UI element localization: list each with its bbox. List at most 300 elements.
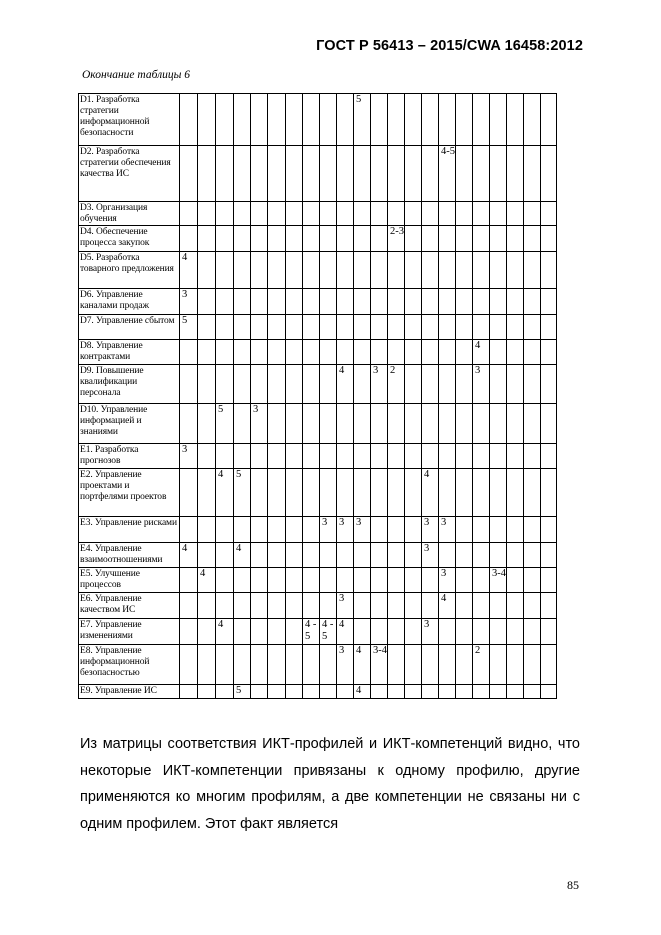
matrix-cell xyxy=(473,543,490,568)
matrix-cell xyxy=(198,685,216,699)
matrix-cell xyxy=(234,444,251,469)
matrix-cell xyxy=(198,404,216,444)
table-row xyxy=(79,365,557,404)
matrix-cell xyxy=(286,315,303,340)
matrix-cell: 3-4 xyxy=(371,645,388,685)
matrix-cell xyxy=(337,444,354,469)
matrix-cell xyxy=(354,289,371,315)
competence-label: D10. Управление информацией и знаниями xyxy=(79,404,180,444)
table-row xyxy=(79,568,557,593)
matrix-cell xyxy=(388,619,405,645)
matrix-cell xyxy=(405,568,422,593)
matrix-cell xyxy=(320,543,337,568)
matrix-cell xyxy=(405,315,422,340)
matrix-cell xyxy=(456,404,473,444)
matrix-cell xyxy=(490,404,507,444)
matrix-cell xyxy=(198,543,216,568)
matrix-cell xyxy=(234,365,251,404)
competence-label: D2. Разработка стратегии обеспечения качества ИС xyxy=(79,146,180,202)
matrix-cell xyxy=(198,340,216,365)
matrix-cell xyxy=(303,340,320,365)
matrix-cell xyxy=(320,568,337,593)
matrix-cell xyxy=(354,404,371,444)
matrix-cell xyxy=(422,315,439,340)
matrix-cell: 5 xyxy=(234,685,251,699)
matrix-cell xyxy=(198,469,216,517)
matrix-cell xyxy=(524,444,541,469)
table-row xyxy=(79,685,557,699)
matrix-cell xyxy=(198,146,216,202)
matrix-cell xyxy=(234,645,251,685)
matrix-cell xyxy=(473,202,490,226)
matrix-cell xyxy=(388,94,405,146)
matrix-cell xyxy=(251,365,268,404)
matrix-cell xyxy=(405,593,422,619)
matrix-cell xyxy=(286,94,303,146)
matrix-cell xyxy=(180,517,198,543)
matrix-cell xyxy=(354,365,371,404)
matrix-cell xyxy=(337,469,354,517)
matrix-cell xyxy=(303,404,320,444)
matrix-cell xyxy=(320,444,337,469)
matrix-cell xyxy=(216,340,234,365)
matrix-cell xyxy=(439,340,456,365)
matrix-cell xyxy=(541,645,557,685)
matrix-cell xyxy=(286,289,303,315)
matrix-cell xyxy=(422,94,439,146)
matrix-cell xyxy=(405,404,422,444)
matrix-cell xyxy=(405,469,422,517)
matrix-cell xyxy=(320,404,337,444)
matrix-cell xyxy=(320,146,337,202)
matrix-cell xyxy=(490,252,507,289)
matrix-cell xyxy=(456,146,473,202)
matrix-cell xyxy=(216,94,234,146)
matrix-cell xyxy=(320,340,337,365)
matrix-cell xyxy=(198,289,216,315)
competence-label: D6. Управление каналами продаж xyxy=(79,289,180,315)
matrix-cell xyxy=(541,568,557,593)
matrix-cell xyxy=(524,340,541,365)
matrix-cell xyxy=(320,94,337,146)
competence-label: D8. Управление контрактами xyxy=(79,340,180,365)
matrix-cell xyxy=(405,289,422,315)
matrix-cell xyxy=(234,593,251,619)
matrix-cell: 3 xyxy=(337,645,354,685)
matrix-cell xyxy=(180,202,198,226)
table-row xyxy=(79,146,557,202)
matrix-cell xyxy=(422,444,439,469)
matrix-cell xyxy=(371,289,388,315)
matrix-cell xyxy=(524,94,541,146)
matrix-cell: 4 - 5 xyxy=(320,619,337,645)
matrix-cell xyxy=(198,252,216,289)
matrix-cell xyxy=(439,543,456,568)
matrix-cell xyxy=(198,619,216,645)
matrix-cell xyxy=(422,146,439,202)
matrix-cell xyxy=(354,202,371,226)
matrix-cell xyxy=(180,404,198,444)
matrix-cell xyxy=(320,252,337,289)
competence-label: E6. Управление качеством ИС xyxy=(79,593,180,619)
matrix-cell xyxy=(234,146,251,202)
matrix-cell xyxy=(268,469,286,517)
matrix-cell xyxy=(234,202,251,226)
matrix-cell xyxy=(180,365,198,404)
matrix-cell xyxy=(388,444,405,469)
matrix-cell: 4 xyxy=(337,365,354,404)
matrix-cell xyxy=(251,340,268,365)
matrix-cell xyxy=(251,543,268,568)
matrix-cell xyxy=(507,202,524,226)
competence-label: E3. Управление рисками xyxy=(79,517,180,543)
table-row xyxy=(79,444,557,469)
matrix-cell xyxy=(439,645,456,685)
matrix-cell xyxy=(286,404,303,444)
matrix-cell xyxy=(198,202,216,226)
matrix-cell xyxy=(490,517,507,543)
matrix-cell xyxy=(354,252,371,289)
matrix-cell: 3 xyxy=(320,517,337,543)
matrix-cell: 4 xyxy=(422,469,439,517)
matrix-cell: 3 xyxy=(422,517,439,543)
matrix-cell: 3 xyxy=(473,365,490,404)
matrix-cell xyxy=(405,146,422,202)
matrix-cell xyxy=(354,619,371,645)
matrix-cell xyxy=(507,252,524,289)
matrix-cell xyxy=(490,202,507,226)
competence-label: E5. Улучшение процессов xyxy=(79,568,180,593)
table-row xyxy=(79,404,557,444)
matrix-cell xyxy=(456,365,473,404)
matrix-cell xyxy=(456,252,473,289)
matrix-cell: 3 xyxy=(337,593,354,619)
matrix-cell xyxy=(473,568,490,593)
matrix-cell xyxy=(473,619,490,645)
matrix-cell xyxy=(320,593,337,619)
matrix-cell xyxy=(180,619,198,645)
matrix-cell xyxy=(490,340,507,365)
matrix-cell xyxy=(286,202,303,226)
matrix-cell xyxy=(422,365,439,404)
matrix-cell xyxy=(439,202,456,226)
matrix-cell xyxy=(422,568,439,593)
matrix-cell xyxy=(524,146,541,202)
matrix-cell xyxy=(286,543,303,568)
matrix-cell xyxy=(303,226,320,252)
matrix-cell xyxy=(286,593,303,619)
matrix-cell xyxy=(268,404,286,444)
matrix-cell xyxy=(456,619,473,645)
matrix-cell xyxy=(456,593,473,619)
matrix-cell xyxy=(388,469,405,517)
matrix-cell xyxy=(216,593,234,619)
matrix-cell: 3 xyxy=(371,365,388,404)
matrix-cell xyxy=(524,226,541,252)
matrix-cell xyxy=(541,94,557,146)
matrix-cell xyxy=(456,340,473,365)
matrix-cell xyxy=(251,619,268,645)
matrix-cell xyxy=(268,645,286,685)
matrix-cell xyxy=(439,365,456,404)
matrix-cell xyxy=(456,543,473,568)
matrix-cell xyxy=(180,146,198,202)
table-row xyxy=(79,469,557,517)
matrix-cell xyxy=(320,685,337,699)
matrix-cell: 3-4 xyxy=(490,568,507,593)
matrix-cell xyxy=(507,365,524,404)
matrix-cell xyxy=(507,469,524,517)
matrix-cell xyxy=(371,469,388,517)
page-number: 85 xyxy=(567,878,579,892)
matrix-cell xyxy=(216,315,234,340)
competence-label: D9. Повышение квалификации персонала xyxy=(79,365,180,404)
table-row xyxy=(79,252,557,289)
matrix-cell xyxy=(507,568,524,593)
matrix-cell xyxy=(405,619,422,645)
matrix-cell xyxy=(234,252,251,289)
matrix-cell xyxy=(354,315,371,340)
competence-label: E2. Управление проектами и портфелями проектов xyxy=(79,469,180,517)
matrix-cell xyxy=(286,517,303,543)
matrix-cell xyxy=(198,645,216,685)
matrix-cell xyxy=(405,645,422,685)
matrix-cell xyxy=(456,444,473,469)
matrix-cell xyxy=(388,568,405,593)
matrix-cell xyxy=(251,315,268,340)
matrix-cell xyxy=(251,94,268,146)
matrix-cell xyxy=(371,685,388,699)
matrix-cell xyxy=(456,226,473,252)
matrix-cell xyxy=(405,444,422,469)
matrix-cell xyxy=(371,226,388,252)
matrix-cell xyxy=(354,593,371,619)
matrix-cell xyxy=(216,568,234,593)
matrix-cell xyxy=(524,202,541,226)
matrix-cell xyxy=(456,469,473,517)
table-row xyxy=(79,543,557,568)
matrix-cell xyxy=(388,593,405,619)
matrix-cell xyxy=(524,315,541,340)
matrix-cell xyxy=(524,289,541,315)
matrix-cell xyxy=(507,685,524,699)
matrix-cell xyxy=(456,289,473,315)
matrix-cell xyxy=(405,202,422,226)
matrix-cell xyxy=(371,94,388,146)
matrix-cell xyxy=(490,146,507,202)
matrix-cell xyxy=(439,619,456,645)
matrix-cell xyxy=(286,645,303,685)
matrix-cell xyxy=(439,444,456,469)
matrix-cell xyxy=(388,543,405,568)
competence-matrix-table xyxy=(78,93,557,699)
matrix-cell xyxy=(541,593,557,619)
matrix-cell xyxy=(286,685,303,699)
matrix-cell xyxy=(303,252,320,289)
matrix-cell: 2 xyxy=(388,365,405,404)
matrix-cell xyxy=(524,619,541,645)
matrix-cell: 4 xyxy=(234,543,251,568)
matrix-cell xyxy=(337,404,354,444)
matrix-cell xyxy=(371,568,388,593)
matrix-cell xyxy=(286,444,303,469)
matrix-cell xyxy=(388,685,405,699)
matrix-cell xyxy=(422,340,439,365)
matrix-cell xyxy=(180,568,198,593)
matrix-cell xyxy=(405,226,422,252)
matrix-cell xyxy=(473,94,490,146)
matrix-cell: 2-3 xyxy=(388,226,405,252)
matrix-cell xyxy=(268,289,286,315)
matrix-cell xyxy=(422,685,439,699)
matrix-cell xyxy=(456,202,473,226)
matrix-cell xyxy=(234,619,251,645)
matrix-cell xyxy=(216,543,234,568)
matrix-cell: 5 xyxy=(234,469,251,517)
matrix-cell: 4 xyxy=(198,568,216,593)
matrix-cell xyxy=(303,543,320,568)
matrix-cell xyxy=(388,252,405,289)
matrix-cell xyxy=(422,645,439,685)
matrix-cell xyxy=(320,226,337,252)
table-row xyxy=(79,315,557,340)
matrix-cell xyxy=(234,94,251,146)
matrix-cell xyxy=(490,645,507,685)
matrix-cell xyxy=(268,252,286,289)
matrix-cell xyxy=(180,340,198,365)
matrix-cell: 3 xyxy=(251,404,268,444)
matrix-cell xyxy=(216,202,234,226)
matrix-cell: 5 xyxy=(180,315,198,340)
matrix-cell xyxy=(286,568,303,593)
matrix-cell xyxy=(234,226,251,252)
matrix-cell xyxy=(388,517,405,543)
matrix-cell xyxy=(180,469,198,517)
matrix-cell xyxy=(473,289,490,315)
table-row xyxy=(79,619,557,645)
table-row xyxy=(79,517,557,543)
matrix-cell xyxy=(303,315,320,340)
matrix-cell xyxy=(490,543,507,568)
matrix-cell xyxy=(507,593,524,619)
matrix-cell xyxy=(524,543,541,568)
matrix-cell xyxy=(371,202,388,226)
matrix-cell xyxy=(251,469,268,517)
matrix-cell xyxy=(388,202,405,226)
matrix-cell xyxy=(524,593,541,619)
matrix-cell xyxy=(405,365,422,404)
matrix-cell xyxy=(371,444,388,469)
matrix-cell: 3 xyxy=(439,517,456,543)
matrix-cell xyxy=(251,568,268,593)
matrix-cell xyxy=(198,593,216,619)
matrix-cell xyxy=(371,517,388,543)
matrix-cell xyxy=(388,315,405,340)
matrix-cell: 4 xyxy=(354,685,371,699)
matrix-cell xyxy=(524,469,541,517)
matrix-cell: 5 xyxy=(354,94,371,146)
matrix-cell xyxy=(541,619,557,645)
matrix-cell xyxy=(524,365,541,404)
matrix-cell xyxy=(524,404,541,444)
matrix-cell xyxy=(198,365,216,404)
matrix-cell xyxy=(268,444,286,469)
matrix-cell xyxy=(198,517,216,543)
matrix-cell: 3 xyxy=(354,517,371,543)
matrix-cell xyxy=(337,685,354,699)
matrix-cell: 4 xyxy=(216,619,234,645)
matrix-cell xyxy=(320,645,337,685)
matrix-cell xyxy=(337,340,354,365)
matrix-cell xyxy=(286,226,303,252)
standard-header: ГОСТ Р 56413 – 2015/CWA 16458:2012 xyxy=(316,38,583,54)
competence-label: E8. Управление информационной безопасностью xyxy=(79,645,180,685)
matrix-cell xyxy=(439,315,456,340)
matrix-cell xyxy=(268,543,286,568)
matrix-cell: 3 xyxy=(422,619,439,645)
matrix-cell: 3 xyxy=(439,568,456,593)
matrix-cell xyxy=(541,543,557,568)
matrix-cell xyxy=(541,340,557,365)
matrix-cell: 4 xyxy=(354,645,371,685)
matrix-cell xyxy=(422,289,439,315)
matrix-cell: 4 xyxy=(439,593,456,619)
matrix-cell xyxy=(507,645,524,685)
matrix-cell: 3 xyxy=(180,289,198,315)
matrix-cell xyxy=(541,252,557,289)
competence-label: E9. Управление ИС xyxy=(79,685,180,699)
matrix-cell xyxy=(405,543,422,568)
matrix-cell xyxy=(354,340,371,365)
matrix-cell xyxy=(234,568,251,593)
matrix-cell xyxy=(422,593,439,619)
matrix-cell xyxy=(216,444,234,469)
matrix-cell xyxy=(541,685,557,699)
matrix-cell xyxy=(507,517,524,543)
matrix-cell xyxy=(473,517,490,543)
matrix-cell xyxy=(268,365,286,404)
matrix-cell xyxy=(405,252,422,289)
matrix-cell xyxy=(216,517,234,543)
matrix-cell xyxy=(541,226,557,252)
matrix-cell xyxy=(337,315,354,340)
matrix-cell xyxy=(507,404,524,444)
matrix-cell xyxy=(507,619,524,645)
matrix-cell xyxy=(303,593,320,619)
matrix-cell xyxy=(507,543,524,568)
matrix-cell xyxy=(354,146,371,202)
matrix-cell xyxy=(354,543,371,568)
matrix-cell xyxy=(286,619,303,645)
matrix-cell xyxy=(473,469,490,517)
table-row xyxy=(79,94,557,146)
matrix-cell: 4 xyxy=(473,340,490,365)
matrix-cell xyxy=(405,517,422,543)
competence-label: E1. Разработка прогнозов xyxy=(79,444,180,469)
matrix-cell xyxy=(234,315,251,340)
matrix-cell xyxy=(216,252,234,289)
table-row xyxy=(79,289,557,315)
matrix-cell xyxy=(251,289,268,315)
matrix-cell xyxy=(371,146,388,202)
matrix-cell xyxy=(303,365,320,404)
matrix-cell xyxy=(303,289,320,315)
matrix-cell xyxy=(354,568,371,593)
matrix-cell xyxy=(216,365,234,404)
matrix-cell xyxy=(268,94,286,146)
matrix-cell xyxy=(456,645,473,685)
matrix-cell xyxy=(490,685,507,699)
